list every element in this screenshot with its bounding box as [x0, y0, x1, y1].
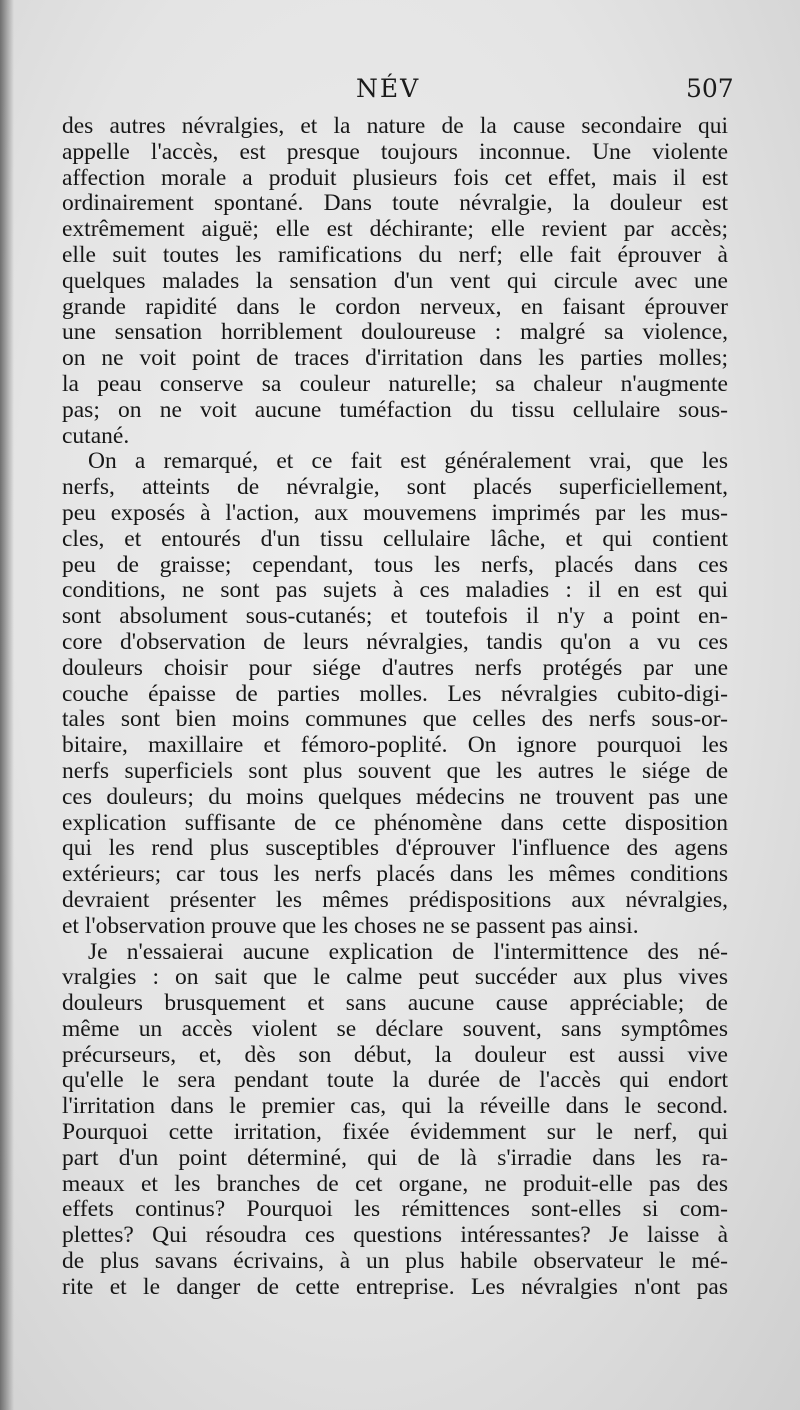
- running-head: NÉV: [356, 74, 421, 103]
- text-line: effets continus? Pourquoi les rémittences sont-elles si com-: [62, 1196, 728, 1223]
- text-line: Je n'essaierai aucune explication de l'intermittence des né-: [88, 938, 728, 965]
- text-line: bitaire, maxillaire et fémoro-poplité. On ignore pourquoi les: [62, 732, 728, 759]
- text-line: des autres névralgies, et la nature de la cause secondaire qui: [62, 113, 728, 139]
- text-line: part d'un point déterminé, qui de là s'irradie dans les ra-: [62, 1144, 728, 1171]
- text-line: nerfs, atteints de névralgie, sont placés superficiellement,: [62, 474, 728, 501]
- text-line: ordinairement spontané. Dans toute névralgie, la douleur est: [62, 190, 728, 217]
- text-line: elle suit toutes les ramifications du nerf; elle fait éprouver à: [62, 241, 728, 268]
- text-line: qui les rend plus susceptibles d'éprouver l'influence des agens: [62, 835, 728, 862]
- text-line: précurseurs, et, dès son début, la douleur est aussi vive: [62, 1041, 728, 1068]
- page-number: 507: [686, 74, 734, 103]
- text-line: nerfs superficiels sont plus souvent que les autres le siége de: [62, 757, 728, 784]
- text-line: couche épaisse de parties molles. Les névralgies cubito-digi-: [62, 680, 728, 707]
- text-line: et l'observation prouve que les choses ne se passent pas ainsi.: [62, 912, 639, 939]
- text-line: devraient présenter les mêmes prédispositions aux névralgies,: [62, 886, 728, 913]
- text-line: extérieurs; car tous les nerfs placés dans les mêmes conditions: [62, 861, 728, 888]
- page-header: [0, 74, 800, 110]
- text-line: de plus savans écrivains, à un plus habile observateur le mé-: [62, 1248, 728, 1275]
- paragraph: [62, 449, 728, 939]
- text-line: douleurs brusquement et sans aucune cause appréciable; de: [62, 990, 728, 1017]
- page-gutter-shadow: [0, 0, 14, 1410]
- body-text: [62, 114, 728, 1301]
- text-line: qu'elle le sera pendant toute la durée de l'accès qui endort: [62, 1067, 728, 1094]
- paragraph: [62, 940, 728, 1301]
- text-line: Pourquoi cette irritation, fixée évidemment sur le nerf, qui: [62, 1119, 728, 1146]
- text-line: explication suffisante de ce phénomène dans cette disposition: [62, 809, 728, 836]
- text-line: l'irritation dans le premier cas, qui la réveille dans le second.: [62, 1093, 728, 1120]
- text-line: grande rapidité dans le cordon nerveux, en faisant éprouver: [62, 293, 728, 320]
- text-line: peu exposés à l'action, aux mouvemens imprimés par les mus-: [62, 499, 728, 526]
- text-line: une sensation horriblement douloureuse : malgré sa violence,: [62, 319, 728, 346]
- text-line: affection morale a produit plusieurs fois cet effet, mais il est: [62, 164, 728, 191]
- text-line: meaux et les branches de cet organe, ne produit-elle pas des: [62, 1170, 728, 1197]
- text-line: tales sont bien moins communes que celles des nerfs sous-or-: [62, 706, 728, 733]
- text-line: extrêmement aiguë; elle est déchirante; elle revient par accès;: [62, 216, 728, 243]
- text-line: sont absolument sous-cutanés; et toutefois il n'y a point en-: [62, 603, 728, 630]
- text-line: ces douleurs; du moins quelques médecins ne trouvent pas une: [62, 783, 728, 810]
- text-line: pas; on ne voit aucune tuméfaction du tissu cellulaire sous-: [62, 396, 728, 423]
- text-line: vralgies : on sait que le calme peut succéder aux plus vives: [62, 964, 728, 991]
- text-line: appelle l'accès, est presque toujours inconnue. Une violente: [62, 138, 728, 165]
- text-line: cutané.: [62, 422, 130, 449]
- text-line: conditions, ne sont pas sujets à ces maladies : il en est qui: [62, 577, 728, 604]
- text-line: core d'observation de leurs névralgies, tandis qu'on a vu ces: [62, 628, 728, 655]
- text-line: douleurs choisir pour siége d'autres nerfs protégés par une: [62, 654, 728, 681]
- text-line: la peau conserve sa couleur naturelle; sa chaleur n'augmente: [62, 370, 728, 397]
- text-line: on ne voit point de traces d'irritation dans les parties molles;: [62, 345, 728, 372]
- text-line: même un accès violent se déclare souvent, sans symptômes: [62, 1015, 728, 1042]
- text-line: plettes? Qui résoudra ces questions intéressantes? Je laisse à: [62, 1222, 728, 1249]
- text-line: rite et le danger de cette entreprise. Les névralgies n'ont pas: [62, 1273, 728, 1300]
- text-line: peu de graisse; cependant, tous les nerfs, placés dans ces: [62, 551, 728, 578]
- text-line: cles, et entourés d'un tissu cellulaire lâche, et qui contient: [62, 525, 728, 552]
- text-line: On a remarqué, et ce fait est généralement vrai, que les: [88, 448, 728, 475]
- text-line: quelques malades la sensation d'un vent qui circule avec une: [62, 267, 728, 294]
- paragraph: [62, 114, 728, 449]
